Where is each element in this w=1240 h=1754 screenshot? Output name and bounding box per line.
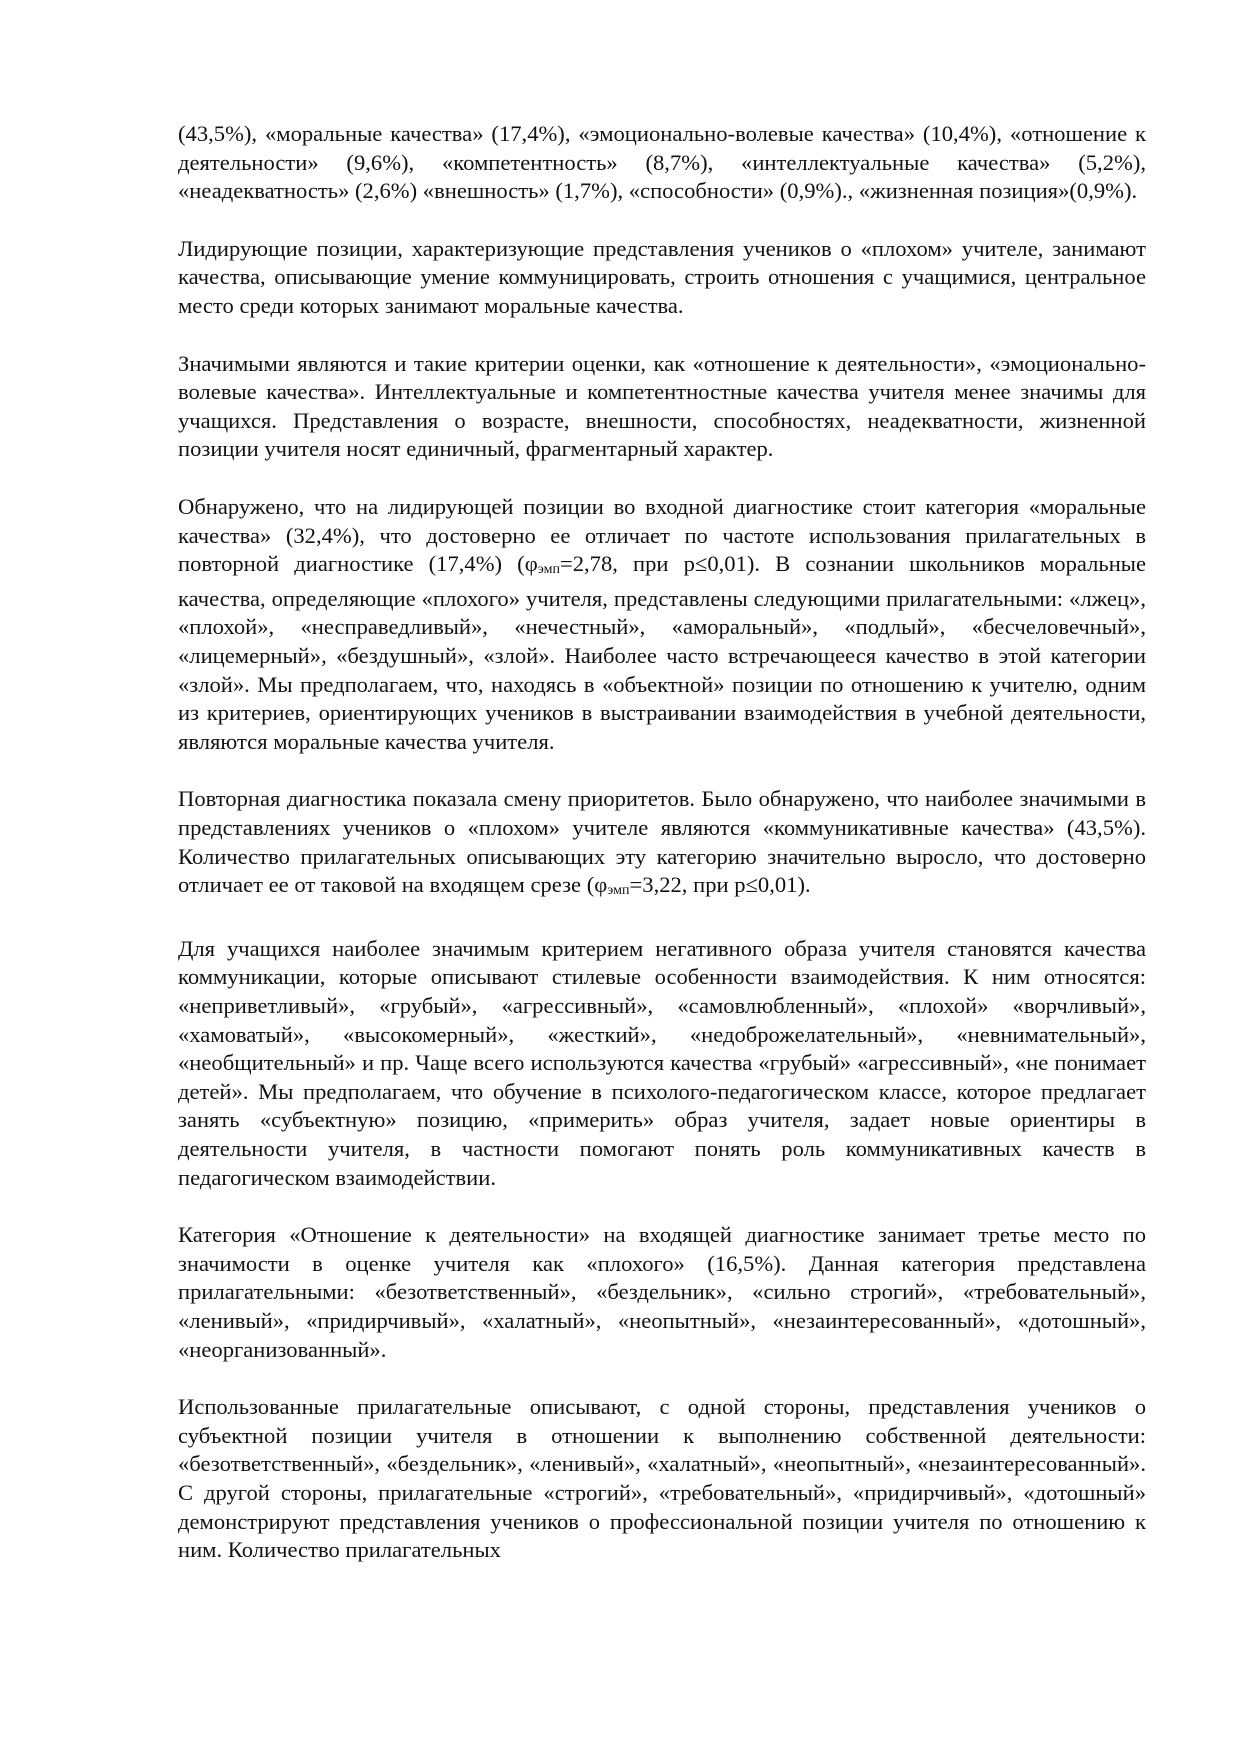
paragraph-text: Категория «Отношение к деятельности» на входящей диагностике занимает третье место по значимости в оценке учителя как «плохого» (16,5%). Данная категория представлена прилагательными: «безответственный», «бездельник», «сильно строгий», «требовательный», «ленивый», «придирчивый», «халатный», «неопытный», «незаинтересованный», «дотошный», «неорганизованный». xyxy=(178,1222,1146,1362)
paragraph-leading-positions xyxy=(178,235,1146,321)
paragraph-repeat-diagnostics xyxy=(178,785,1146,905)
paragraph-text: Обнаружено, что на лидирующей позиции во входной диагностике стоит категория «моральные качества» (32,4%), что достоверно ее отличает по частоте использования прилагательных в повторной диагностике (17,4%) (φ xyxy=(178,493,1146,577)
paragraph-continuation xyxy=(178,120,1146,206)
phi-subscript: эмп xyxy=(607,883,630,899)
paragraph-attitude-category xyxy=(178,1221,1146,1364)
document-page xyxy=(178,120,1146,1594)
paragraph-text: Значимыми являются и такие критерии оценки, как «отношение к деятельности», «эмоционально-волевые качества». Интеллектуальные и компетентностные качества учителя менее значимы для учащихся. Представления о возрасте, внешности, способностях, неадекватности, жизненной позиции учителя носят единичный, фрагментарный характер. xyxy=(178,350,1146,462)
paragraph-text: Использованные прилагательные описывают, с одной стороны, представления учеников о субъектной позиции учителя в отношении к выполнению собственной деятельности: «безответственный», «бездельник», «ленивый», «халатный», «неопытный», «незаинтересованный». С другой стороны, прилагательные «строгий», «требовательный», «придирчивый», «дотошный» демонстрируют представления учеников о профессиональной позиции учителя по отношению к ним. Количество прилагательных xyxy=(178,1394,1146,1563)
paragraph-text: =2,78, при p≤0,01). В сознании школьников моральные качества, определяющие «плохого» учителя, представлены следующими прилагательными: «лжец», «плохой», «несправедливый», «нечестный», «аморальный», «подлый», «бесчеловечный», «лицемерный», «бездушный», «злой». Наиболее часто встречающееся качество в этой категории «злой». Мы предполагаем, что, находясь в «объектной» позиции по отношению к учителю, одним из критериев, ориентирующих учеников в выстраивании взаимодействия в учебной деятельности, являются моральные качества учителя. xyxy=(178,551,1146,754)
paragraph-text: Лидирующие позиции, характеризующие представления учеников о «плохом» учителе, занимают качества, описывающие умение коммуницировать, строить отношения с учащимися, центральное место среди которых занимают моральные качества. xyxy=(178,235,1146,318)
paragraph-text: Для учащихся наиболее значимым критерием негативного образа учителя становятся качества коммуникации, которые описывают стилевые особенности взаимодействия. К ним относятся: «неприветливый», «грубый», «агрессивный», «самовлюбленный», «плохой» «ворчливый», «хамоватый», «высокомерный», «жесткий», «недоброжелательный», «невнимательный», «необщительный» и пр. Чаще всего используются качества «грубый» «агрессивный», «не понимает детей». Мы предполагаем, что обучение в психолого-педагогическом классе, которое предлагает занять «субъектную» позицию, «примерить» образ учителя, задает новые ориентиры в деятельности учителя, в частности помогают понять роль коммуникативных качеств в педагогическом взаимодействии. xyxy=(178,935,1146,1190)
paragraph-text: Повторная диагностика показала смену приоритетов. Было обнаружено, что наиболее значимыми в представлениях учеников о «плохом» учителе являются «коммуникативные качества» (43,5%). Количество прилагательных описывающих эту категорию значительно выросло, что достоверно отличает ее от таковой на входящем срезе (φ xyxy=(178,786,1146,898)
paragraph-communication-qualities xyxy=(178,935,1146,1192)
paragraph-text: (43,5%), «моральные качества» (17,4%), «эмоционально-волевые качества» (10,4%), «отношение к деятельности» (9,6%), «компетентность» (8,7%), «интеллектуальные качества» (5,2%), «неадекватность» (2,6%) «внешность» (1,7%), «способности» (0,9%)., «жизненная позиция»(0,9%). xyxy=(178,121,1146,204)
paragraph-text: =3,22, при p≤0,01). xyxy=(629,872,811,898)
phi-subscript: эмп xyxy=(537,562,560,578)
paragraph-adjectives-usage xyxy=(178,1393,1146,1565)
paragraph-moral-qualities xyxy=(178,493,1146,756)
paragraph-significant-criteria xyxy=(178,350,1146,464)
